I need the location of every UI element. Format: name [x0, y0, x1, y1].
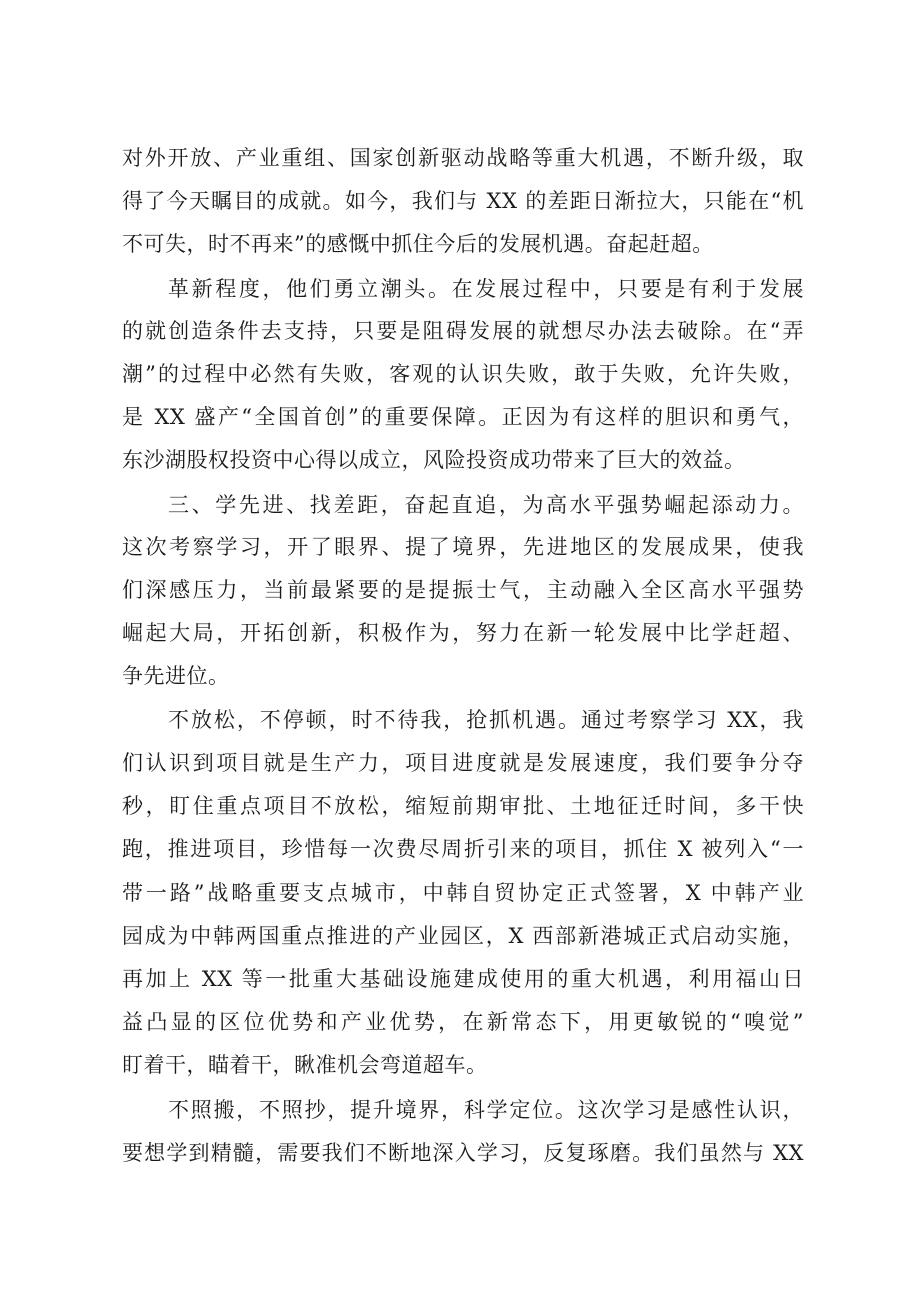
text-line: 对外开放、产业重组、国家创新驱动战略等重大机遇，不断升级，取 — [122, 146, 804, 170]
text-line: 再加上 XX 等一批重大基础设施建成使用的重大机遇，利用福山日 — [122, 967, 804, 991]
text-line: 园成为中韩两国重点推进的产业园区，X 西部新港城正式启动实施， — [122, 924, 804, 948]
text-line: 的就创造条件去支持，只要是阻碍发展的就想尽办法去破除。在“弄 — [122, 319, 804, 343]
text-line: 跑，推进项目，珍惜每一次费尽周折引来的项目，抓住 X 被列入“一 — [122, 837, 804, 861]
text-line: 崛起大局，开拓创新，积极作为，努力在新一轮发展中比学赶超、 — [122, 621, 804, 645]
section-heading: 三、学先进、找差距，奋起直追，为高水平强势崛起添动力。 — [168, 493, 804, 517]
text-line: 潮”的过程中必然有失败，客观的认识失败，敢于失败，允许失败， — [122, 362, 804, 386]
text-line: 们认识到项目就是生产力，项目进度就是发展速度，我们要争分夺 — [122, 751, 804, 775]
text-line: 东沙湖股权投资中心得以成立，风险投资成功带来了巨大的效益。 — [122, 448, 746, 472]
text-line: 要想学到精髓，需要我们不断地深入学习，反复琢磨。我们虽然与 XX — [122, 1141, 804, 1165]
text-line: 盯着干，瞄着干，瞅准机会弯道超车。 — [122, 1053, 488, 1077]
text-line: 不可失，时不再来”的感慨中抓住今后的发展机遇。奋起赶超。 — [122, 232, 714, 256]
text-line: 们深感压力，当前最紧要的是提振士气，主动融入全区高水平强势 — [122, 578, 804, 602]
text-line: 带一路”战略重要支点城市，中韩自贸协定正式签署，X 中韩产业 — [122, 881, 804, 905]
text-line: 争先进位。 — [122, 664, 230, 688]
text-line: 秒，盯住重点项目不放松，缩短前期审批、土地征迁时间，多干快 — [122, 794, 804, 818]
text-line: 不照搬，不照抄，提升境界，科学定位。这次学习是感性认识， — [168, 1098, 804, 1122]
text-line: 益凸显的区位优势和产业优势，在新常态下，用更敏锐的“嗅觉” — [122, 1010, 804, 1034]
document-page — [122, 0, 804, 1301]
text-line: 是 XX 盛产“全国首创”的重要保障。正因为有这样的胆识和勇气， — [122, 405, 804, 429]
text-line: 革新程度，他们勇立潮头。在发展过程中，只要是有利于发展 — [168, 277, 804, 301]
text-line: 不放松，不停顿，时不待我，抢抓机遇。通过考察学习 XX，我 — [168, 708, 804, 732]
text-line: 这次考察学习，开了眼界、提了境界，先进地区的发展成果，使我 — [122, 535, 804, 559]
text-line: 得了今天瞩目的成就。如今，我们与 XX 的差距日渐拉大，只能在“机 — [122, 189, 804, 213]
